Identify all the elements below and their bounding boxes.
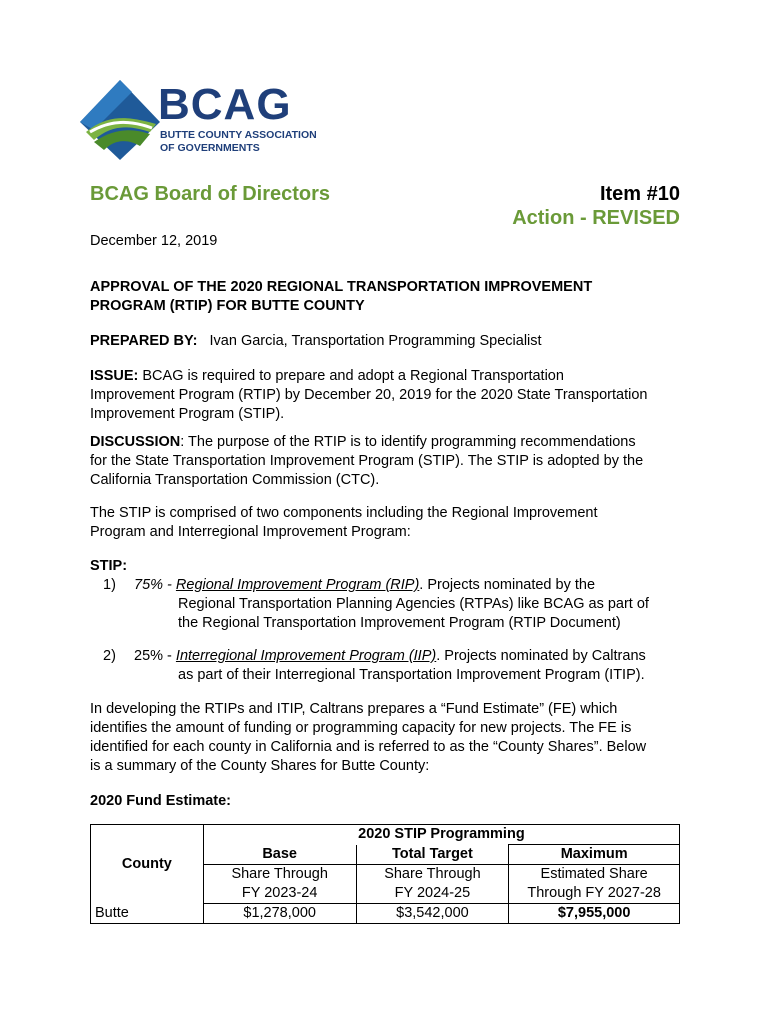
maximum-sub2: Through FY 2027-28 [527,885,661,901]
prepared-by-label: PREPARED BY: [90,333,198,349]
logo-subtitle-line2: OF GOVERNMENTS [160,142,260,154]
discussion-line2: for the State Transportation Improvement Program (STIP). The STIP is adopted by the [90,453,644,469]
base-cell: $1,278,000 [203,904,356,924]
maximum-sub1: Estimated Share [540,866,648,882]
logo-wordmark: BCAG [158,80,292,129]
document-title [90,278,680,316]
table-row [91,904,680,924]
fund-estimate-label: 2020 Fund Estimate: [90,793,232,809]
target-sub1: Share Through [384,866,481,882]
board-title: BCAG Board of Directors [90,183,331,205]
base-sub2: FY 2023-24 [241,885,318,901]
para2-line2: Program and Interregional Improvement Program: [90,524,411,540]
action-status: Action - REVISED [512,207,680,229]
para3-line2: identifies the amount of funding or programming capacity for new projects. The FE is [90,720,632,736]
bcag-logo [80,80,320,160]
rip-link: Regional Improvement Program (RIP) [175,577,420,593]
stip-item2 [134,647,694,685]
issue-line1: BCAG is required to prepare and adopt a Regional Transportation [142,368,564,384]
base-subheader [203,865,356,904]
target-subheader [356,865,509,904]
discussion-line3: California Transportation Commission (CTC). [90,472,380,488]
discussion-line1: : The purpose of the RTIP is to identify programming recommendations [180,434,636,450]
stip-intro-paragraph [90,504,680,542]
base-sub1: Share Through [231,866,328,882]
target-cell: $3,542,000 [356,904,509,924]
fund-estimate-paragraph [90,700,680,776]
stip-item1-number: 1) [103,577,116,593]
stip-item1-line2: Regional Transportation Planning Agencies (RTPAs) like BCAG as part of [178,596,649,612]
fund-estimate-table [90,824,680,924]
bcag-logo-mark-icon [80,80,160,160]
stip-item1-rest: . Projects nominated by the [419,577,596,593]
stip-item2-rest: . Projects nominated by Caltrans [436,648,646,664]
issue-line3: Improvement Program (STIP). [90,406,285,422]
group-header: 2020 STIP Programming [203,825,679,845]
target-sub2: FY 2024-25 [394,885,471,901]
iip-link: Interregional Improvement Program (IIP) [175,648,437,664]
prepared-by-value: Ivan Garcia, Transportation Programming Specialist [209,333,542,349]
discussion-label: DISCUSSION [90,434,181,450]
para3-line4: is a summary of the County Shares for Butte County: [90,758,430,774]
title-line2: PROGRAM (RTIP) FOR BUTTE COUNTY [90,298,365,314]
stip-item2-line2: as part of their Interregional Transportation Improvement Program (ITIP). [178,667,645,683]
discussion-section [90,433,680,490]
prepared-by [90,332,680,351]
county-cell: Butte [91,904,204,924]
para3-line1: In developing the RTIPs and ITIP, Caltrans prepares a “Fund Estimate” (FE) which [90,701,618,717]
issue-line2: Improvement Program (RTIP) by December 20, 2019 for the 2020 State Transportation [90,387,648,403]
maximum-header: Maximum [509,845,680,865]
meeting-date: December 12, 2019 [90,233,218,249]
logo-subtitle [160,129,317,155]
issue-label: ISSUE: [90,368,139,384]
stip-item1-line3: the Regional Transportation Improvement Program (RTIP Document) [178,615,621,631]
stip-label: STIP: [90,558,128,574]
logo-subtitle-line1: BUTTE COUNTY ASSOCIATION [160,129,317,141]
issue-section [90,367,680,424]
maximum-cell: $7,955,000 [509,904,680,924]
table-row [91,825,680,845]
stip-item1 [134,576,694,633]
para2-line1: The STIP is comprised of two components including the Regional Improvement [90,505,598,521]
county-header: County [91,825,204,904]
stip-item2-pct: 25% - [134,648,176,664]
base-header: Base [203,845,356,865]
item-number: Item #10 [599,183,680,205]
title-line1: APPROVAL OF THE 2020 REGIONAL TRANSPORTATION IMPROVEMENT [90,279,593,295]
maximum-subheader [509,865,680,904]
stip-item1-pct: 75% - [134,577,176,593]
target-header: Total Target [356,845,509,865]
stip-item2-number: 2) [103,648,116,664]
para3-line3: identified for each county in California and is referred to as the “County Shares”. Below [90,739,647,755]
